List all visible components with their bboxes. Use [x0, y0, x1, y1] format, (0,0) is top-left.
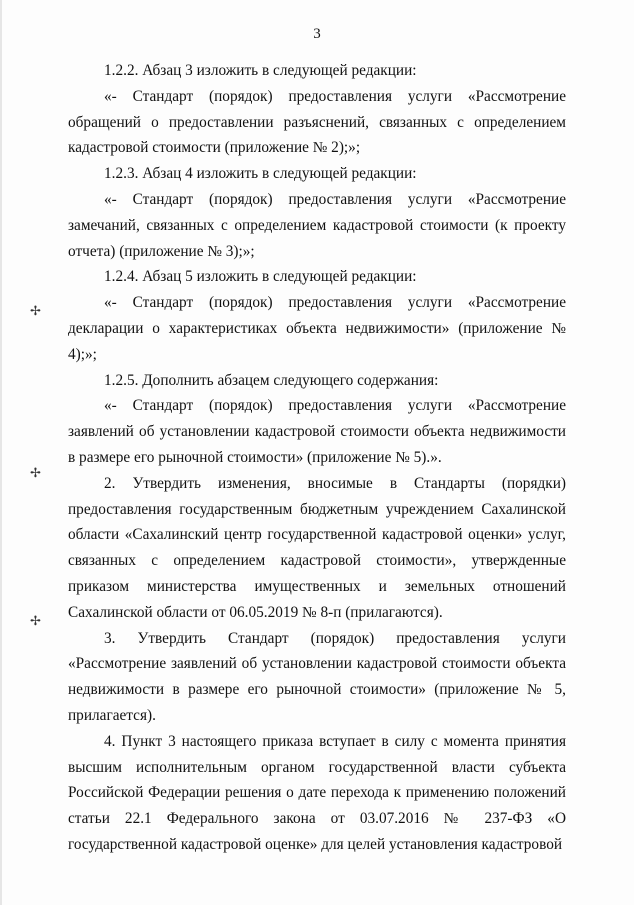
- paragraph-item-3: 3. Утвердить Стандарт (порядок) предоставления услуги «Рассмотрение заявлений об установлении кадастровой стоимости объекта недвижимости в размере его рыночной стоимости» (приложение № 5, прилагается).: [68, 629, 566, 724]
- scan-mark-icon: ✢: [30, 614, 41, 629]
- scan-mark-icon: ✢: [30, 304, 41, 319]
- paragraph-1-2-4: 1.2.4. Абзац 5 изложить в следующей редакции:: [104, 268, 417, 286]
- paragraph-1-2-5: 1.2.5. Дополнить абзацем следующего содержания:: [104, 371, 439, 389]
- paragraph-standard-2: «- Стандарт (порядок) предоставления услуги «Рассмотрение обращений о предоставлении разъяснений, связанных с определением кадастровой стоимости (приложение № 2);»;: [68, 87, 566, 157]
- paragraph-item-2: 2. Утвердить изменения, вносимые в Стандарты (порядки) предоставления государственным бюджетным учреждением Сахалинской области «Сахалинский центр государственной кадастровой оценки» услуг, связанных с определением кадастровой стоимости», утвержденные приказом министерства имущественных и земельных отношений Сахалинской области от 06.05.2019 № 8-п (прилагаются).: [68, 474, 566, 621]
- document-body: [68, 58, 566, 858]
- page-number: 3: [313, 26, 321, 42]
- paragraph-standard-5: «- Стандарт (порядок) предоставления услуги «Рассмотрение заявлений об установлении кадастровой стоимости объекта недвижимости в размере его рыночной стоимости» (приложение № 5).».: [68, 397, 566, 466]
- paragraph-standard-4: «- Стандарт (порядок) предоставления услуги «Рассмотрение декларации о характеристиках объекта недвижимости» (приложение № 4);»;: [68, 294, 566, 363]
- scan-mark-icon: ✢: [30, 466, 41, 481]
- paragraph-item-4: 4. Пункт 3 настоящего приказа вступает в силу с момента принятия высшим исполнительным органом государственной власти субъекта Российской Федерации решения о дате перехода к применению положений статьи 22.1 Федерального закона от 03.07.2016 № 237-ФЗ «О государственной кадастровой оценке» для целей установления кадастровой: [68, 732, 566, 853]
- paragraph-standard-3: «- Стандарт (порядок) предоставления услуги «Рассмотрение замечаний, связанных с определением кадастровой стоимости (к проекту отчета) (приложение № 3);»;: [68, 190, 566, 260]
- paragraph-1-2-3: 1.2.3. Абзац 4 изложить в следующей редакции:: [104, 165, 417, 183]
- scan-edge: [0, 0, 2, 905]
- paragraph-1-2-2: 1.2.2. Абзац 3 изложить в следующей редакции:: [104, 62, 417, 79]
